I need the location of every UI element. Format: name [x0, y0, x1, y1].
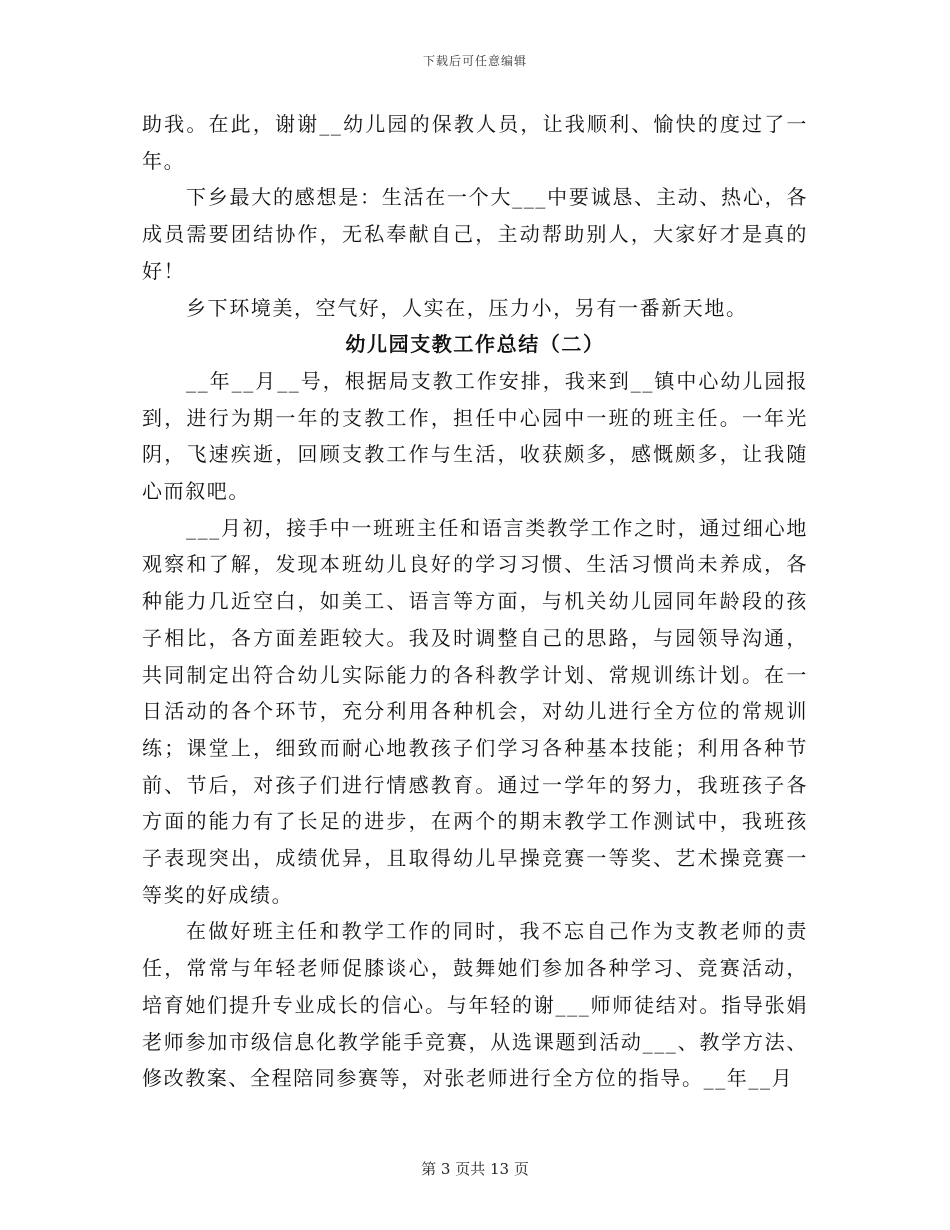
page-header: 下载后可任意编辑: [422, 54, 527, 68]
paragraph-feelings: 下乡最大的感想是：生活在一个大___中要诚恳、主动、热心，各成员需要团结协作，无私奉献自己，主动帮助别人，大家好才是真的好！: [142, 185, 808, 283]
page-footer: 第 3 页共 13 页: [421, 1160, 529, 1178]
paragraph-class-work: ___月初，接手中一班班主任和语言类教学工作之时，通过细心地观察和了解，发现本班幼儿良好的学习习惯、生活习惯尚未养成，各种能力几近空白，如美工、语言等方面，与机关幼儿园同年龄段的孩子相比，各方面差距较大。我及时调整自己的思路，与园领导沟通，共同制定出符合幼儿实际能力的各科教学计划、常规训练计划。在一日活动的各个环节，充分利用各种机会，对幼儿进行全方位的常规训练；课堂上，细致而耐心地教孩子们学习各种基本技能；利用各种节前、节后，对孩子们进行情感教育。通过一学年的努力，我班孩子各方面的能力有了长足的进步，在两个的期末教学工作测试中，我班孩子表现突出，成绩优异，且取得幼儿早操竞赛一等奖、艺术操竞赛一等奖的好成绩。: [142, 515, 808, 907]
paragraph-mentoring: 在做好班主任和教学工作的同时，我不忘自己作为支教老师的责任，常常与年轻老师促膝谈心，鼓舞她们参加各种学习、竞赛活动，培育她们提升专业成长的信心。与年轻的谢___师师徒结对。指导张娟老师参加市级信息化教学能手竞赛，从选课题到活动___、教学方法、修改教案、全程陪同参赛等，对张老师进行全方位的指导。__年__月: [142, 919, 808, 1091]
document-body: [142, 106, 808, 1097]
paragraph-intro: __年__月__号，根据局支教工作安排，我来到__镇中心幼儿园报到，进行为期一年的支教工作，担任中心园中一班的班主任。一年光阴，飞速疾逝，回顾支教工作与生活，收获颇多，感慨颇多，让我随心而叙吧。: [142, 368, 808, 504]
paragraph-continuation: 助我。在此，谢谢__幼儿园的保教人员，让我顺利、愉快的度过了一年。: [142, 112, 808, 173]
paragraph-countryside: 乡下环境美，空气好，人实在，压力小，另有一番新天地。: [186, 295, 748, 320]
section-title: 幼儿园支教工作总结（二）: [345, 332, 605, 357]
